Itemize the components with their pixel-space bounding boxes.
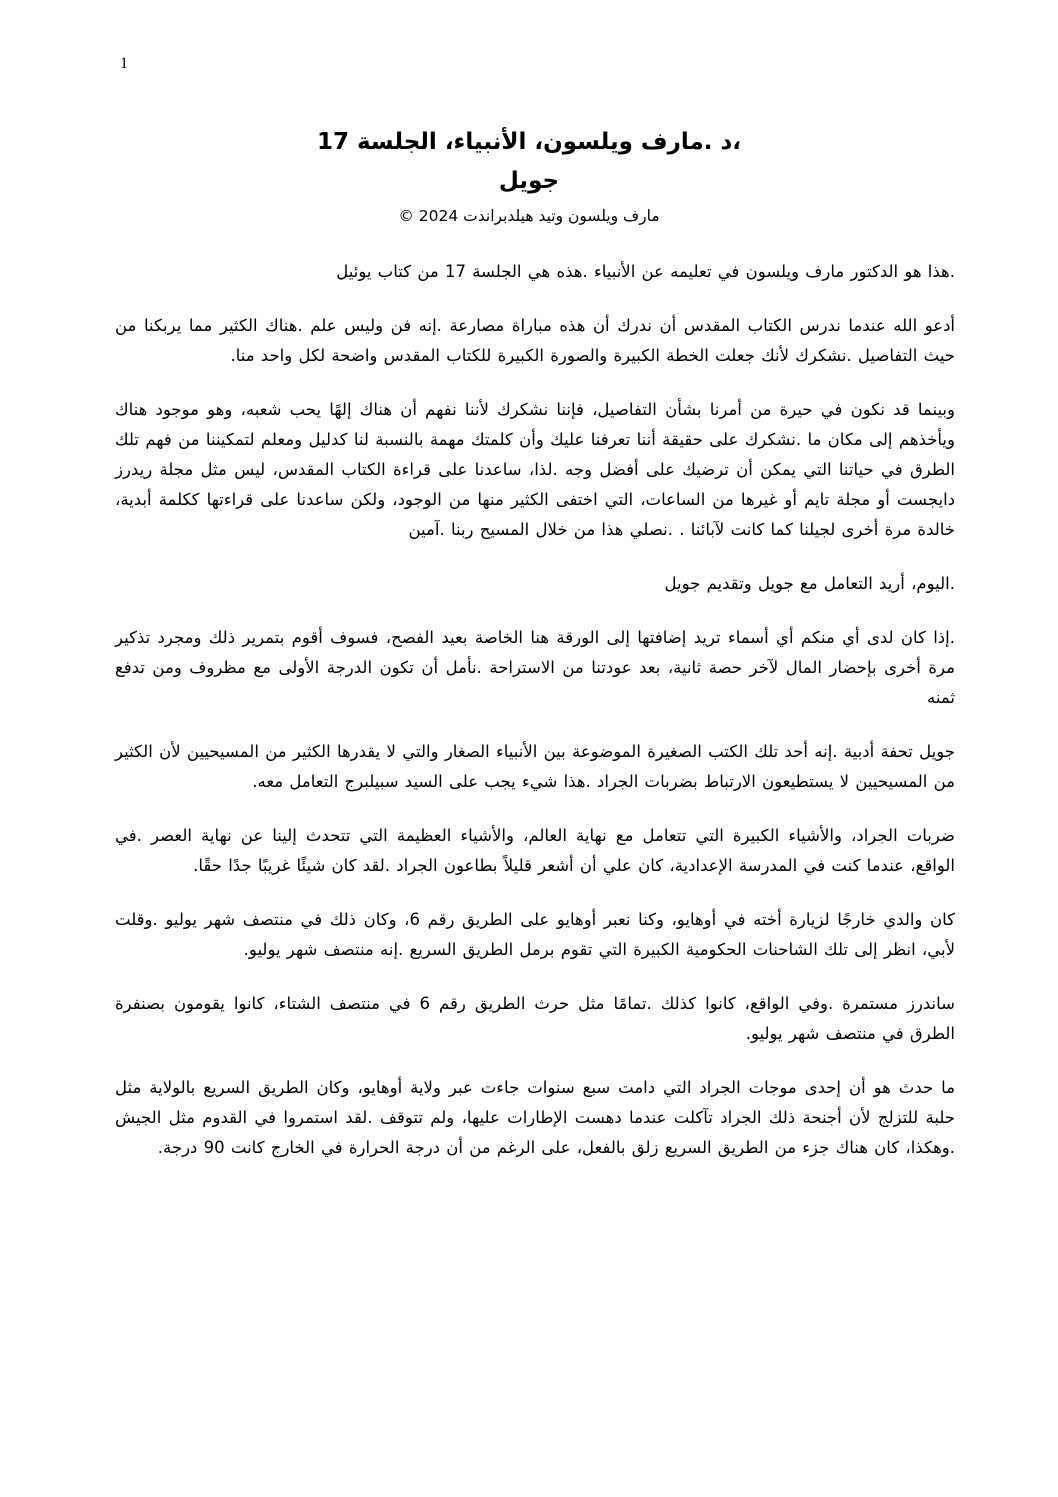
paragraph-prayer-2: وبينما قد نكون في حيرة من أمرنا بشأن التفاصيل، فإننا نشكرك لأننا نفهم أن هناك إلهًا يحب شعبه، وهو موجود هناك ويأخذهم إلى مكان ما .نشكرك على حقيقة أننا تعرفنا عليك وأن كلمتك مهمة بالنسبة لنا كدليل ومعلم لتمكيننا من فهم تلك الطرق في حياتنا التي يمكن أن ترضيك على أفضل وجه .لذا، ساعدنا على قراءة الكتاب المقدس، ليس مثل مجلة ريدرز دايجست أو مجلة تايم أو غيرها من الساعات، التي اختفى الكثير منها من الوجود، ولكن ساعدنا على قراءتها ككلمة أبدية، خالدة مرة أخرى لجيلنا كما كانت لآبائنا . .نصلي هذا من خلال المسيح ربنا .آمين: [115, 400, 955, 539]
document-subtitle: جويل: [498, 168, 560, 194]
paragraph-sanders: ساندرز مستمرة .وفي الواقع، كانوا كذلك .تمامًا مثل حرث الطريق رقم 6 في منتصف الشتاء، كانوا يقومون بصنفرة الطرق في منتصف شهر يوليو.: [115, 994, 955, 1043]
paragraph-announcement: .إذا كان لدى أي منكم أي أسماء تريد إضافتها إلى الورقة هنا الخاصة بعيد الفصح، فسوف أقوم بتمرير ذلك ومجرد تذكير مرة أخرى بإحضار المال لآخر حصة ثانية، بعد عودتنا من الاستراحة .نأمل أن تكون الدرجة الأولى مع مظروف ومن تدفع ثمنه: [115, 628, 955, 707]
copyright-line: مارف ويلسون وتيد هيلدبراندت 2024 ©: [398, 207, 660, 225]
document-header: [0, 0, 1058, 229]
document-title: ،د .مارف ويلسون، الأنبياء، الجلسة 17: [316, 129, 742, 155]
paragraph-locust-plagues: ضربات الجراد، والأشياء الكبيرة التي تتعامل مع نهاية العالم، والأشياء العظيمة التي تتحدث إلينا عن نهاية العصر .في الواقع، عندما كنت في المدرسة الإعدادية، كان علي أن أشعر قليلاً بطاعون الجراد .لقد كان شيئًا غريبًا جدًا حقًا.: [115, 826, 955, 875]
paragraph-intro: .هذا هو الدكتور مارف ويلسون في تعليمه عن الأنبياء .هذه هي الجلسة 17 من كتاب يوئيل: [336, 262, 955, 281]
paragraph-prayer-1: أدعو الله عندما ندرس الكتاب المقدس أن ندرك أن هذه مباراة مصارعة .إنه فن وليس علم .هناك الكثير مما يربكنا من حيث التفاصيل .نشكرك لأنك جعلت الخطة الكبيرة والصورة الكبيرة للكتاب المقدس واضحة لكل واحد منا.: [115, 316, 955, 365]
paragraph-ohio-trip: كان والدي خارجًا لزيارة أخته في أوهايو، وكنا نعبر أوهايو على الطريق رقم 6، وكان ذلك في منتصف شهر يوليو .وقلت لأبي، انظر إلى تلك الشاحنات الحكومية الكبيرة التي تقوم برمل الطريق السريع .إنه منتصف شهر يوليو.: [115, 910, 955, 959]
document-body: [0, 257, 1058, 1163]
paragraph-today: .اليوم، أريد التعامل مع جويل وتقديم جويل: [664, 574, 955, 593]
paragraph-joel-gem: جويل تحفة أدبية .إنه أحد تلك الكتب الصغيرة الموضوعة بين الأنبياء الصغار والتي لا يقدرها الكثير من المسيحيين لأن الكثير من المسيحيين لا يستطيعون الارتباط بضربات الجراد .هذا شيء يجب على السيد سبيلبرج التعامل معه.: [115, 742, 955, 791]
page-number: 1: [120, 55, 128, 72]
paragraph-locust-wave: ما حدث هو أن إحدى موجات الجراد التي دامت سبع سنوات جاءت عبر ولاية أوهايو، وكان الطريق السريع بالولاية مثل حلبة للتزلج لأن أجنحة ذلك الجراد تآكلت عندما دهست الإطارات عليها، ولم تتوقف .لقد استمروا في القدوم مثل الجيش .وهكذا، كان هناك جزء من الطريق السريع زلق بالفعل، على الرغم من أن درجة الحرارة في الخارج كانت 90 درجة.: [115, 1078, 955, 1157]
